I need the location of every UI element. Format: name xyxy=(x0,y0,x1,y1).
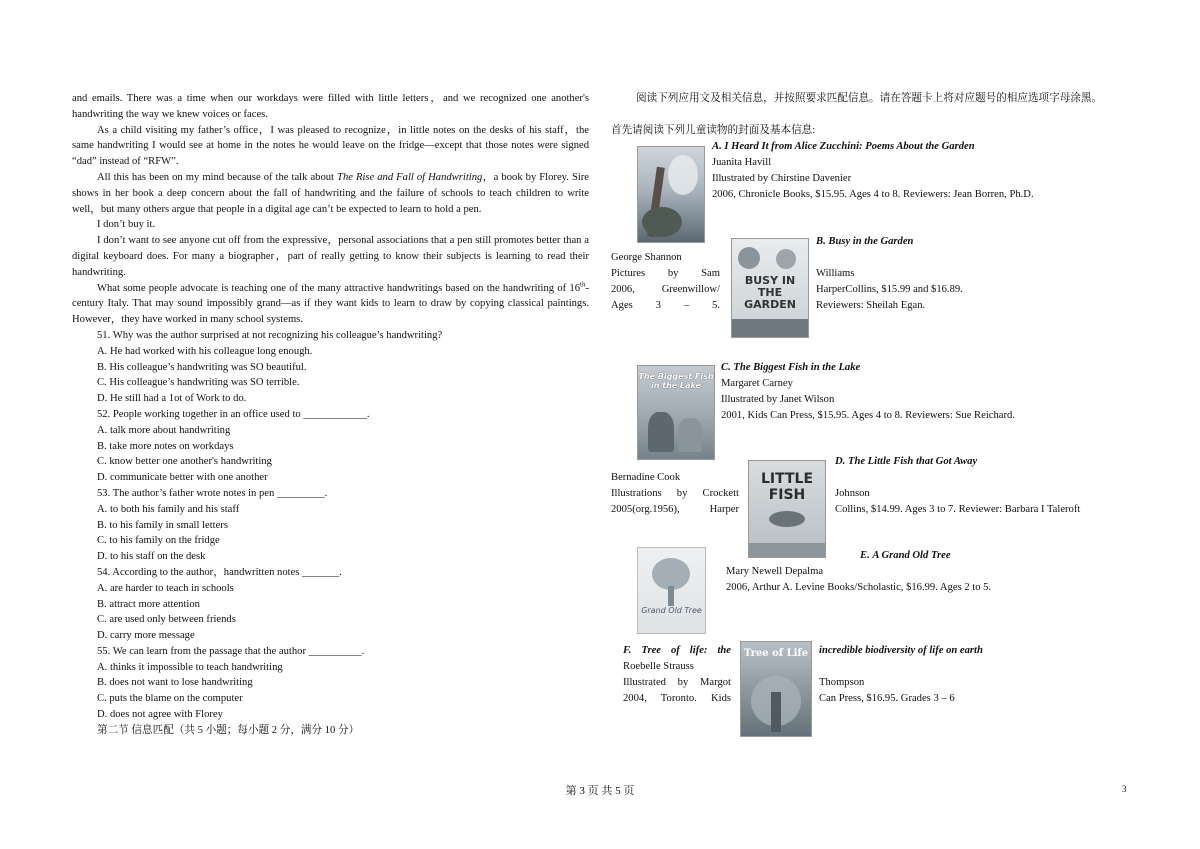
book-d-cover-text: LITTLE FISH xyxy=(760,471,814,503)
book-b-ages: Ages 3 – 5. xyxy=(611,300,720,311)
book-e-cover-text: Grand Old Tree xyxy=(641,606,702,615)
book-e-title: A Grand Old Tree xyxy=(872,550,951,561)
question-53: 53. The author’s father wrote notes in pen _________. xyxy=(97,487,328,499)
passage-paragraph-1: and emails. There was a time when our workdays were filled with little letters，and we recognized one another's handwriting the way we knew voices or faces. xyxy=(72,93,589,120)
book-f-details: Can Press, $16.95. Grades 3 – 6 xyxy=(819,693,955,704)
option: C. His colleague’s handwriting was SO terrible. xyxy=(97,377,300,389)
book-f-title: Tree of life: the xyxy=(641,645,731,656)
option: B. take more notes on workdays xyxy=(97,440,234,452)
option: B. attract more attention xyxy=(97,598,200,610)
option: A. are harder to teach in schools xyxy=(97,582,234,594)
book-c-details: 2001, Kids Can Press, $15.95. Ages 4 to 8. Reviewers: Sue Reichard. xyxy=(721,410,1015,421)
option: A. He had worked with his colleague long enough. xyxy=(97,345,313,357)
option: B. His colleague’s handwriting was SO beautiful. xyxy=(97,361,307,373)
option: B. does not want to lose handwriting xyxy=(97,677,253,689)
book-e-details: 2006, Arthur A. Levine Books/Scholastic, $16.99. Ages 2 to 5. xyxy=(726,582,992,593)
book-b-publisher: HarperCollins, $15.99 and $16.89. xyxy=(816,284,963,295)
option: D. does not agree with Florey xyxy=(97,709,223,721)
book-a-title: I Heard It from Alice Zucchini: Poems About the Garden xyxy=(724,141,975,152)
passage-paragraph-5: I don’t want to see anyone cut off from the expressive，personal associations that a pen still promotes better than a digital keyboard does. For many a biographer，part of really getting to know their subjects is learning to read their handwriting. xyxy=(72,235,589,278)
option: B. to his family in small letters xyxy=(97,519,228,531)
book-b-author: George Shannon xyxy=(611,252,682,263)
option: C. know better one another's handwriting xyxy=(97,456,272,468)
book-f-illustrator: Illustrated by Margot xyxy=(623,677,731,688)
book-d-author: Bernadine Cook xyxy=(611,472,681,483)
book-b-title: Busy in the Garden xyxy=(828,236,914,247)
book-e-title-line: E. A Grand Old Tree xyxy=(860,550,951,561)
book-d-year: 2005(org.1956), Harper xyxy=(611,504,739,515)
book-a-author: Juanita Havill xyxy=(712,157,772,168)
book-c-title: The Biggest Fish in the Lake xyxy=(733,362,861,373)
instructions-line-2: 首先请阅读下列儿童读物的封面及基本信息: xyxy=(611,125,816,136)
book-c-cover-text: The Biggest Fish in the Lake xyxy=(638,372,714,390)
book-f-cover-text: Tree of Life xyxy=(743,648,809,659)
book-b-year: 2006, Greenwillow/ xyxy=(611,284,720,295)
passage-paragraph-4: I don’t buy it. xyxy=(97,219,156,231)
page-footer: 第 3 页 共 5 页 xyxy=(565,785,635,797)
book-d-details: Collins, $14.99. Ages 3 to 7. Reviewer: Barbara I Taleroft xyxy=(835,504,1081,515)
book-f-year: 2004, Toronto. Kids xyxy=(623,693,731,704)
option: C. to his family on the fridge xyxy=(97,535,220,547)
book-d-title: The Little Fish that Got Away xyxy=(847,456,978,467)
option: A. talk more about handwriting xyxy=(97,424,231,436)
left-column xyxy=(72,91,589,739)
option: C. are used only between friends xyxy=(97,614,236,626)
section-heading: 第二节 信息匹配（共 5 小题；每小题 2 分，满分 10 分） xyxy=(97,724,360,736)
book-a-title-line: A. I Heard It from Alice Zucchini: Poems About the Garden xyxy=(712,141,975,152)
book-b-reviewers: Reviewers: Sheilah Egan. xyxy=(816,300,926,311)
option: D. communicate better with one another xyxy=(97,472,268,484)
book-d-title-line: D. The Little Fish that Got Away xyxy=(835,456,978,467)
book-f-title-line: F. Tree of life: the xyxy=(623,645,731,656)
book-d-illustrator: Illustrations by Crockett xyxy=(611,488,739,499)
passage-paragraph-6: What some people advocate is teaching one of the many attractive handwritings based on the handwriting of 16th-century Italy. That may sound impossibly grand—as if they want kids to learn to draw by copying classical paintings. However，they have worked in many school systems. xyxy=(72,280,589,326)
option: A. to both his family and his staff xyxy=(97,503,240,515)
question-55: 55. We can learn from the passage that the author __________. xyxy=(97,645,365,657)
book-b-title-line: B. Busy in the Garden xyxy=(816,236,914,247)
book-f-title-cont: incredible biodiversity of life on earth xyxy=(819,645,983,656)
book-c-title-line: C. The Biggest Fish in the Lake xyxy=(721,362,861,373)
book-b-cover-image xyxy=(731,238,809,338)
page-number: 3 xyxy=(1122,784,1127,794)
passage-paragraph-2: As a child visiting my father’s office，I was pleased to recognize，in little notes on the desks of his staff，the same handwriting I would see at home in the notes he would leave on the fridge—except that those notes were signed “dad” instead of “RFW”. xyxy=(72,124,589,168)
book-b-cover-text: BUSY IN THE GARDEN xyxy=(744,274,796,311)
option: A. thinks it impossible to teach handwriting xyxy=(97,661,283,673)
book-e-cover-image xyxy=(637,547,706,634)
book-title-italic: The Rise and Fall of Handwriting xyxy=(337,171,483,183)
book-c-illustrator: Illustrated by Janet Wilson xyxy=(721,394,835,405)
book-f-illustrator-cont: Thompson xyxy=(819,677,865,688)
question-51: 51. Why was the author surprised at not recognizing his colleague’s handwriting? xyxy=(97,329,443,341)
option: D. He still had a 1ot of Work to do. xyxy=(97,393,247,405)
book-a-cover-image xyxy=(637,146,705,243)
question-list xyxy=(72,328,589,739)
instructions-line-1: 阅读下列应用文及相关信息，并按照要求匹配信息。请在答题卡上将对应题号的相应选项字母涂黑。 xyxy=(636,93,1103,104)
book-a-illustrator: Illustrated by Chirstine Davenier xyxy=(712,173,852,184)
book-f-cover-image xyxy=(740,641,812,737)
option: D. carry more message xyxy=(97,630,195,642)
book-d-cover-image xyxy=(748,460,826,558)
passage-paragraph-3: All this has been on my mind because of the talk about The Rise and Fall of Handwriting，a book by Florey. Sire shows in her book a deep concern about the fall of handwriting and the failure of schools to teach children to write well，but many others argue that people in a digital age can’t be expected to learn to hold a pen. xyxy=(72,171,590,215)
book-a-details: 2006, Chronicle Books, $15.95. Ages 4 to 8. Reviewers: Jean Borren, Ph.D. xyxy=(712,189,1034,200)
option: C. puts the blame on the computer xyxy=(97,693,243,705)
book-f-author: Roebelle Strauss xyxy=(623,661,694,672)
book-b-illustrator-cont: Williams xyxy=(816,268,855,279)
book-b-illustrator: Pictures by Sam xyxy=(611,268,720,279)
option: D. to his staff on the desk xyxy=(97,551,206,563)
question-52: 52. People working together in an office used to ____________. xyxy=(97,408,370,420)
book-c-author: Margaret Carney xyxy=(721,378,793,389)
book-e-author: Mary Newell Depalma xyxy=(726,566,824,577)
question-54: 54. According to the author，handwritten notes _______. xyxy=(97,566,342,578)
book-c-cover-image xyxy=(637,365,715,460)
book-d-illustrator-cont: Johnson xyxy=(835,488,870,499)
